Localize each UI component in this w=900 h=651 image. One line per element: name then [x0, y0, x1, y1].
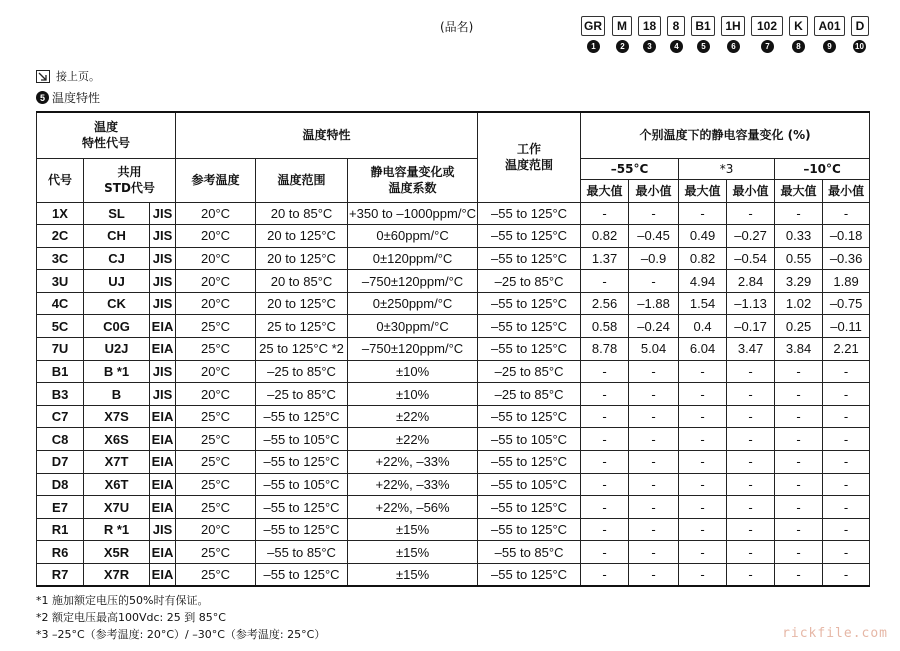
table-cell: -: [581, 518, 629, 541]
table-cell: -: [727, 564, 775, 587]
table-cell: -: [679, 564, 727, 587]
table-cell: -: [581, 541, 629, 564]
table-cell: U2J: [84, 338, 150, 361]
continued-note: [36, 68, 100, 84]
code-box-8: 8: [667, 16, 685, 36]
table-cell: R *1: [84, 518, 150, 541]
table-row: [37, 473, 870, 496]
table-cell: -: [823, 518, 870, 541]
table-cell: -: [727, 405, 775, 428]
table-row: [37, 564, 870, 587]
code-number-badge: 9: [823, 40, 836, 53]
table-cell: 2.21: [823, 338, 870, 361]
table-cell: -: [775, 541, 823, 564]
table-cell: 25°C: [176, 315, 256, 338]
table-cell: –0.11: [823, 315, 870, 338]
table-cell: 1.37: [581, 247, 629, 270]
temperature-characteristics-table: [36, 111, 870, 587]
table-cell: -: [629, 202, 679, 225]
table-cell: -: [823, 496, 870, 519]
table-cell: 3.29: [775, 270, 823, 293]
code-box-102: 102: [751, 16, 783, 36]
table-cell: -: [823, 202, 870, 225]
header-col-minus55: –55°C: [581, 158, 679, 179]
table-cell: -: [727, 428, 775, 451]
table-cell: R6: [37, 541, 84, 564]
table-cell: –55 to 125°C: [478, 247, 581, 270]
table-cell: 20 to 125°C: [256, 225, 348, 248]
table-cell: –55 to 125°C: [478, 315, 581, 338]
table-cell: ±10%: [348, 383, 478, 406]
table-cell: 1.89: [823, 270, 870, 293]
table-cell: UJ: [84, 270, 150, 293]
table-cell: C8: [37, 428, 84, 451]
table-cell: –55 to 125°C: [478, 202, 581, 225]
table-cell: D8: [37, 473, 84, 496]
table-cell: 20°C: [176, 247, 256, 270]
table-cell: –1.88: [629, 292, 679, 315]
table-row: [37, 202, 870, 225]
arrow-down-right-icon: [36, 70, 50, 83]
table-cell: 2C: [37, 225, 84, 248]
table-cell: 25 to 125°C *2: [256, 338, 348, 361]
table-cell: 20°C: [176, 518, 256, 541]
table-cell: X6S: [84, 428, 150, 451]
footnote-3: *3 –25°C（参考温度: 20°C）/ –30°C（参考温度: 25°C）: [36, 628, 326, 641]
table-cell: -: [581, 405, 629, 428]
table-cell: 2.84: [727, 270, 775, 293]
table-cell: 25°C: [176, 338, 256, 361]
table-cell: -: [775, 496, 823, 519]
part-number-label: (品名): [440, 20, 474, 34]
table-cell: –0.18: [823, 225, 870, 248]
table-cell: 1.02: [775, 292, 823, 315]
table-cell: –55 to 125°C: [256, 564, 348, 587]
table-cell: CK: [84, 292, 150, 315]
table-cell: –750±120ppm/°C: [348, 338, 478, 361]
table-cell: –25 to 85°C: [478, 360, 581, 383]
table-cell: -: [775, 360, 823, 383]
code-box-d: D: [851, 16, 869, 36]
table-cell: –55 to 105°C: [478, 428, 581, 451]
code-number-badge: 2: [616, 40, 629, 53]
table-cell: 5.04: [629, 338, 679, 361]
table-cell: –0.45: [629, 225, 679, 248]
table-cell: -: [629, 541, 679, 564]
table-cell: –25 to 85°C: [478, 270, 581, 293]
table-cell: –55 to 125°C: [478, 518, 581, 541]
table-cell: –0.75: [823, 292, 870, 315]
table-cell: –0.27: [727, 225, 775, 248]
header-col-note3: *3: [679, 158, 775, 179]
table-cell: JIS: [150, 292, 176, 315]
code-number-badge: 7: [761, 40, 774, 53]
header-code: 代号: [37, 158, 84, 202]
table-cell: -: [727, 451, 775, 474]
table-cell: EIA: [150, 564, 176, 587]
table-cell: -: [679, 496, 727, 519]
table-cell: 1.54: [679, 292, 727, 315]
table-cell: B3: [37, 383, 84, 406]
table-cell: -: [679, 518, 727, 541]
table-cell: 25°C: [176, 541, 256, 564]
table-cell: 7U: [37, 338, 84, 361]
table-cell: -: [679, 405, 727, 428]
table-cell: X7T: [84, 451, 150, 474]
table-cell: -: [727, 202, 775, 225]
table-cell: -: [775, 564, 823, 587]
table-cell: 20 to 85°C: [256, 270, 348, 293]
table-cell: –1.13: [727, 292, 775, 315]
table-cell: -: [679, 428, 727, 451]
table-cell: 25°C: [176, 496, 256, 519]
code-number-badge: 6: [727, 40, 740, 53]
section-heading: [36, 89, 100, 106]
table-cell: ±15%: [348, 564, 478, 587]
table-cell: 0.25: [775, 315, 823, 338]
table-cell: -: [581, 451, 629, 474]
table-cell: ±15%: [348, 518, 478, 541]
table-cell: -: [727, 496, 775, 519]
table-cell: JIS: [150, 518, 176, 541]
table-row: [37, 315, 870, 338]
table-cell: ±22%: [348, 428, 478, 451]
table-cell: B1: [37, 360, 84, 383]
table-cell: ±10%: [348, 360, 478, 383]
table-cell: -: [679, 473, 727, 496]
table-cell: 25°C: [176, 473, 256, 496]
table-cell: CJ: [84, 247, 150, 270]
table-cell: JIS: [150, 225, 176, 248]
table-cell: –25 to 85°C: [256, 360, 348, 383]
table-row: [37, 518, 870, 541]
table-cell: -: [629, 473, 679, 496]
table-cell: JIS: [150, 383, 176, 406]
table-cell: 0.33: [775, 225, 823, 248]
table-cell: 0.4: [679, 315, 727, 338]
table-cell: 25°C: [176, 451, 256, 474]
code-box-18: 18: [638, 16, 661, 36]
table-cell: R7: [37, 564, 84, 587]
table-cell: -: [823, 473, 870, 496]
table-cell: –55 to 125°C: [256, 405, 348, 428]
table-cell: -: [823, 541, 870, 564]
table-cell: B *1: [84, 360, 150, 383]
table-cell: 20 to 125°C: [256, 247, 348, 270]
table-cell: EIA: [150, 496, 176, 519]
table-cell: ±22%: [348, 405, 478, 428]
table-cell: –55 to 125°C: [478, 225, 581, 248]
table-cell: 20°C: [176, 225, 256, 248]
table-cell: 25°C: [176, 564, 256, 587]
table-cell: -: [581, 360, 629, 383]
code-number-badge: 4: [670, 40, 683, 53]
table-cell: +22%, –33%: [348, 451, 478, 474]
table-cell: 3.84: [775, 338, 823, 361]
header-ref-temp: 参考温度: [176, 158, 256, 202]
code-number-badge: 10: [853, 40, 866, 53]
header-std-code: 共用 STD代号: [84, 158, 176, 202]
table-cell: 0±120ppm/°C: [348, 247, 478, 270]
table-cell: 0.82: [679, 247, 727, 270]
table-cell: -: [727, 383, 775, 406]
table-cell: X6T: [84, 473, 150, 496]
header-cap-change: 个别温度下的静电容量变化 (%): [581, 112, 870, 158]
table-row: [37, 225, 870, 248]
table-cell: 20°C: [176, 360, 256, 383]
table-cell: -: [823, 360, 870, 383]
table-cell: -: [727, 518, 775, 541]
table-cell: 20°C: [176, 270, 256, 293]
table-cell: -: [679, 383, 727, 406]
table-cell: -: [775, 405, 823, 428]
table-cell: -: [581, 270, 629, 293]
header-min: 最小值: [727, 179, 775, 202]
table-row: [37, 405, 870, 428]
table-cell: 3U: [37, 270, 84, 293]
header-min: 最小值: [823, 179, 870, 202]
table-cell: -: [629, 360, 679, 383]
table-cell: -: [823, 428, 870, 451]
code-box-1h: 1H: [721, 16, 745, 36]
header-temp-range: 温度范围: [256, 158, 348, 202]
table-cell: 25°C: [176, 428, 256, 451]
table-cell: 5C: [37, 315, 84, 338]
code-number-badge: 3: [643, 40, 656, 53]
table-cell: 25°C: [176, 405, 256, 428]
code-number-badge: 5: [697, 40, 710, 53]
table-cell: 0.82: [581, 225, 629, 248]
table-cell: -: [775, 202, 823, 225]
header-col-minus10: –10°C: [775, 158, 870, 179]
table-cell: 0.55: [775, 247, 823, 270]
table-cell: SL: [84, 202, 150, 225]
table-cell: EIA: [150, 315, 176, 338]
table-cell: +22%, –33%: [348, 473, 478, 496]
table-cell: -: [629, 496, 679, 519]
continued-text: 接上页。: [56, 70, 100, 83]
table-cell: -: [775, 473, 823, 496]
header-max: 最大值: [679, 179, 727, 202]
table-cell: -: [823, 564, 870, 587]
table-cell: 20°C: [176, 292, 256, 315]
table-cell: -: [629, 270, 679, 293]
code-box-gr: GR: [581, 16, 605, 36]
table-cell: D7: [37, 451, 84, 474]
table-cell: E7: [37, 496, 84, 519]
header-max: 最大值: [581, 179, 629, 202]
table-cell: +350 to –1000ppm/°C: [348, 202, 478, 225]
table-cell: C0G: [84, 315, 150, 338]
code-number-badge: 8: [792, 40, 805, 53]
table-cell: JIS: [150, 202, 176, 225]
table-cell: JIS: [150, 270, 176, 293]
table-cell: X5R: [84, 541, 150, 564]
code-box-b1: B1: [691, 16, 715, 36]
table-cell: 2.56: [581, 292, 629, 315]
table-cell: -: [823, 451, 870, 474]
table-cell: –55 to 125°C: [256, 518, 348, 541]
table-cell: -: [629, 405, 679, 428]
footnote-2: *2 额定电压最高100Vdc: 25 到 85°C: [36, 611, 226, 624]
table-cell: –55 to 125°C: [256, 496, 348, 519]
table-row: [37, 383, 870, 406]
table-cell: -: [679, 202, 727, 225]
table-cell: 1X: [37, 202, 84, 225]
table-cell: EIA: [150, 541, 176, 564]
table-cell: 0.58: [581, 315, 629, 338]
table-cell: –25 to 85°C: [256, 383, 348, 406]
table-cell: 20°C: [176, 202, 256, 225]
table-cell: 0.49: [679, 225, 727, 248]
table-cell: EIA: [150, 405, 176, 428]
code-box-a01: A01: [814, 16, 845, 36]
watermark: rickfile.com: [782, 626, 888, 641]
table-cell: –55 to 125°C: [478, 292, 581, 315]
table-cell: -: [775, 383, 823, 406]
table-cell: –0.54: [727, 247, 775, 270]
table-cell: 0±30ppm/°C: [348, 315, 478, 338]
table-cell: -: [727, 541, 775, 564]
table-cell: -: [775, 428, 823, 451]
table-cell: 4.94: [679, 270, 727, 293]
table-cell: -: [775, 451, 823, 474]
header-cap-change-coef: 静电容量变化或 温度系数: [348, 158, 478, 202]
header-temp-char: 温度特性: [176, 112, 478, 158]
table-cell: 4C: [37, 292, 84, 315]
table-row: [37, 247, 870, 270]
table-cell: 20 to 85°C: [256, 202, 348, 225]
code-box-m: M: [612, 16, 632, 36]
table-cell: R1: [37, 518, 84, 541]
table-cell: –55 to 85°C: [478, 541, 581, 564]
table-row: [37, 292, 870, 315]
table-cell: 3.47: [727, 338, 775, 361]
table-row: [37, 428, 870, 451]
table-cell: JIS: [150, 247, 176, 270]
section-title: 温度特性: [52, 91, 101, 105]
table-cell: -: [679, 451, 727, 474]
footnotes: [36, 592, 325, 643]
table-cell: +22%, –56%: [348, 496, 478, 519]
table-cell: -: [679, 360, 727, 383]
table-cell: X7R: [84, 564, 150, 587]
table-cell: –55 to 125°C: [478, 496, 581, 519]
table-cell: 0±60ppm/°C: [348, 225, 478, 248]
code-number-badge: 1: [587, 40, 600, 53]
section-number-badge: 5: [36, 91, 49, 104]
table-cell: B: [84, 383, 150, 406]
table-cell: -: [581, 383, 629, 406]
table-cell: –55 to 125°C: [478, 405, 581, 428]
table-cell: EIA: [150, 428, 176, 451]
table-cell: –55 to 105°C: [256, 473, 348, 496]
table-cell: –55 to 125°C: [256, 451, 348, 474]
table-cell: -: [581, 564, 629, 587]
table-cell: -: [823, 383, 870, 406]
table-cell: -: [581, 202, 629, 225]
header-min: 最小值: [629, 179, 679, 202]
table-cell: JIS: [150, 360, 176, 383]
table-cell: -: [775, 518, 823, 541]
table-cell: -: [727, 360, 775, 383]
table-cell: –25 to 85°C: [478, 383, 581, 406]
table-cell: EIA: [150, 338, 176, 361]
table-row: [37, 496, 870, 519]
table-cell: –55 to 125°C: [478, 338, 581, 361]
table-cell: –0.24: [629, 315, 679, 338]
table-cell: -: [581, 428, 629, 451]
table-cell: –55 to 125°C: [478, 564, 581, 587]
table-cell: 3C: [37, 247, 84, 270]
table-cell: 25 to 125°C: [256, 315, 348, 338]
table-cell: -: [629, 428, 679, 451]
table-cell: 0±250ppm/°C: [348, 292, 478, 315]
table-cell: –750±120ppm/°C: [348, 270, 478, 293]
table-row: [37, 360, 870, 383]
table-cell: -: [581, 473, 629, 496]
table-row: [37, 451, 870, 474]
table-cell: –0.17: [727, 315, 775, 338]
table-cell: -: [823, 405, 870, 428]
table-cell: 20°C: [176, 383, 256, 406]
header-temp-char-code: 温度 特性代号: [37, 112, 176, 158]
table-cell: –55 to 105°C: [478, 473, 581, 496]
table-cell: -: [629, 564, 679, 587]
table-cell: X7U: [84, 496, 150, 519]
table-cell: -: [679, 541, 727, 564]
table-cell: 8.78: [581, 338, 629, 361]
table-cell: X7S: [84, 405, 150, 428]
table-cell: C7: [37, 405, 84, 428]
table-cell: -: [629, 451, 679, 474]
table-cell: EIA: [150, 473, 176, 496]
table-cell: ±15%: [348, 541, 478, 564]
footnote-1: *1 施加额定电压的50%时有保证。: [36, 594, 209, 607]
code-box-k: K: [789, 16, 808, 36]
table-cell: 20 to 125°C: [256, 292, 348, 315]
table-cell: –0.36: [823, 247, 870, 270]
table-cell: -: [629, 383, 679, 406]
header-operating-range: 工作 温度范围: [478, 112, 581, 202]
table-cell: CH: [84, 225, 150, 248]
table-cell: EIA: [150, 451, 176, 474]
table-row: [37, 338, 870, 361]
table-cell: 6.04: [679, 338, 727, 361]
table-cell: –55 to 85°C: [256, 541, 348, 564]
table-body: [37, 202, 870, 586]
table-cell: -: [629, 518, 679, 541]
table-cell: –55 to 105°C: [256, 428, 348, 451]
header-max: 最大值: [775, 179, 823, 202]
table-cell: -: [581, 496, 629, 519]
table-cell: –0.9: [629, 247, 679, 270]
table-cell: –55 to 125°C: [478, 451, 581, 474]
table-cell: -: [727, 473, 775, 496]
table-row: [37, 541, 870, 564]
table-row: [37, 270, 870, 293]
